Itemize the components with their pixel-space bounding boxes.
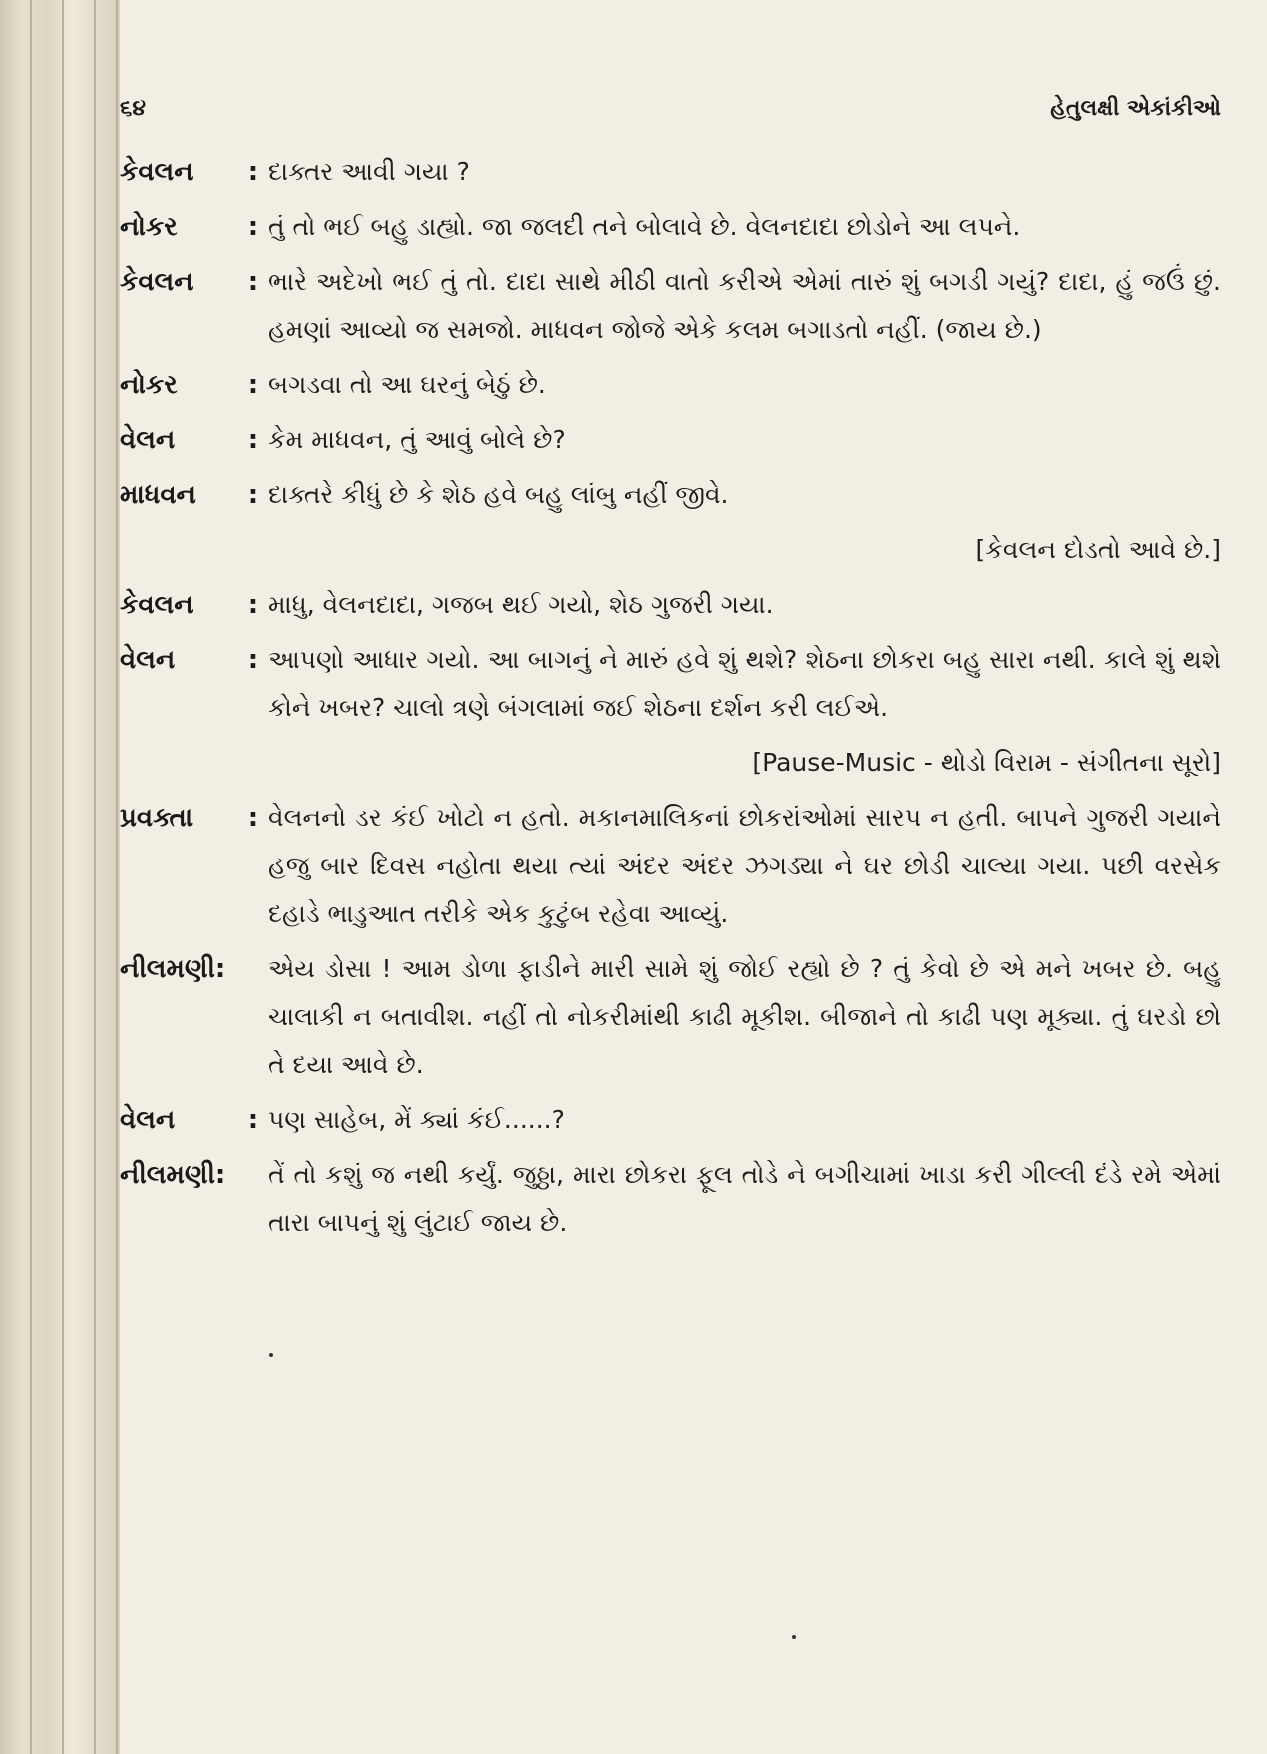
speaker-name: વેલન [120, 425, 176, 455]
dialogue-text: દાક્તરે કીધું છે કે શેઠ હવે બહુ લાંબુ નહીં જીવે. [268, 480, 729, 509]
dialogue-text: ભારે અદેખો ભઈ તું તો. દાદા સાથે મીઠી વાતો કરીએ એમાં તારું શું બગડી ગયું? દાદા, હું જઉં છું. હમણાં આવ્યો જ સમજો. માધવન જોજે એકે કલમ બગાડતો નહીં. (જાય છે.) [268, 267, 1221, 344]
speaker-colon: : [247, 803, 259, 833]
speaker-name: નોકર [120, 212, 178, 242]
page-header [120, 96, 1221, 130]
dialogue-line [120, 581, 1221, 629]
dialogue-line [120, 258, 1221, 354]
speaker-colon: : [247, 1105, 259, 1135]
speaker-name: નોકર [120, 370, 178, 400]
dialogue-text: દાક્તર આવી ગયા ? [268, 157, 470, 186]
speaker-name: વેલન [120, 645, 176, 675]
speaker-name: નીલમણી: [120, 1160, 226, 1190]
book-binding [0, 0, 120, 1754]
speaker-colon: : [247, 480, 259, 510]
page-number: ૬૪ [120, 96, 146, 121]
speaker-colon: : [247, 590, 259, 620]
dialogue-text: કેમ માધવન, તું આવું બોલે છે? [268, 425, 566, 454]
dialogue-line [120, 416, 1221, 464]
speaker-colon: : [247, 370, 259, 400]
dialogue-text: વેલનનો ડર કંઈ ખોટો ન હતો. મકાનમાલિકનાં છોકરાંઓમાં સારપ ન હતી. બાપને ગુજરી ગયાને હજુ બાર દિવસ નહોતા થયા ત્યાં અંદર અંદર ઝગડ્યા ને ઘર છોડી ચાલ્યા ગયા. પછી વરસેક દહાડે ભાડુઆત તરીકે એક કુટુંબ રહેવા આવ્યું. [268, 803, 1221, 928]
running-title: હેતુલક્ષી એકાંકીઓ [1050, 96, 1221, 121]
stage-direction: [Pause-Music - થોડો વિરામ - સંગીતના સૂરો] [752, 748, 1221, 777]
speaker-name: કેવલન [120, 590, 194, 620]
speaker-colon: : [247, 645, 259, 675]
dialogue-text: તેં તો કશું જ નથી કર્યું. જુઠ્ઠા, મારા છોકરા ફૂલ તોડે ને બગીચામાં ખાડા કરી ગીલ્લી દંડે રમે એમાં તારા બાપનું શું લુંટાઈ જાય છે. [268, 1160, 1221, 1237]
speaker-name: કેવલન [120, 157, 194, 187]
dialogue-text: પણ સાહેબ, મેં ક્યાં કંઈ......? [268, 1105, 565, 1134]
speaker-colon: : [247, 157, 259, 187]
dialogue-line [120, 636, 1221, 732]
speaker-name: વેલન [120, 1105, 176, 1135]
dialogue-text: આપણો આધાર ગયો. આ બાગનું ને મારું હવે શું થશે? શેઠના છોકરા બહુ સારા નથી. કાલે શું થશે કોને ખબર? ચાલો ત્રણે બંગલામાં જઈ શેઠના દર્શન કરી લઈએ. [268, 645, 1221, 722]
dialogue-line [120, 945, 1221, 1089]
dialogue-text: માધુ, વેલનદાદા, ગજબ થઈ ગયો, શેઠ ગુજરી ગયા. [268, 590, 774, 619]
dialogue-line [120, 471, 1221, 519]
speaker-name: પ્રવક્તા [120, 803, 194, 833]
dialogue-line [120, 1151, 1221, 1247]
dialogue-text: એય ડોસા ! આમ ડોળા ફાડીને મારી સામે શું જોઈ રહ્યો છે ? તું કેવો છે એ મને ખબર છે. બહુ ચાલાકી ન બતાવીશ. નહીં તો નોકરીમાંથી કાઢી મૂકીશ. બીજાને તો કાઢી પણ મૂક્યા. તું ઘરડો છો તે દયા આવે છે. [268, 954, 1221, 1079]
speaker-name: નીલમણી: [120, 954, 226, 984]
dialogue-line [120, 148, 1221, 196]
speaker-name: માધવન [120, 480, 196, 510]
speaker-colon: : [247, 212, 259, 242]
speaker-colon: : [247, 267, 259, 297]
stage-direction: [કેવલન દોડતો આવે છે.] [975, 535, 1221, 564]
play-dialogue [120, 148, 1221, 1254]
ink-dot [269, 1353, 273, 1357]
dialogue-line [120, 361, 1221, 409]
dialogue-text: બગડવા તો આ ઘરનું બેઠું છે. [268, 370, 546, 399]
dialogue-line [120, 794, 1221, 938]
speaker-name: કેવલન [120, 267, 194, 297]
dialogue-line [120, 203, 1221, 251]
dialogue-text: તું તો ભઈ બહુ ડાહ્યો. જા જલદી તને બોલાવે છે. વેલનદાદા છોડોને આ લપને. [268, 212, 1021, 241]
ink-dot [792, 1635, 796, 1639]
dialogue-line [120, 1096, 1221, 1144]
speaker-colon: : [247, 425, 259, 455]
